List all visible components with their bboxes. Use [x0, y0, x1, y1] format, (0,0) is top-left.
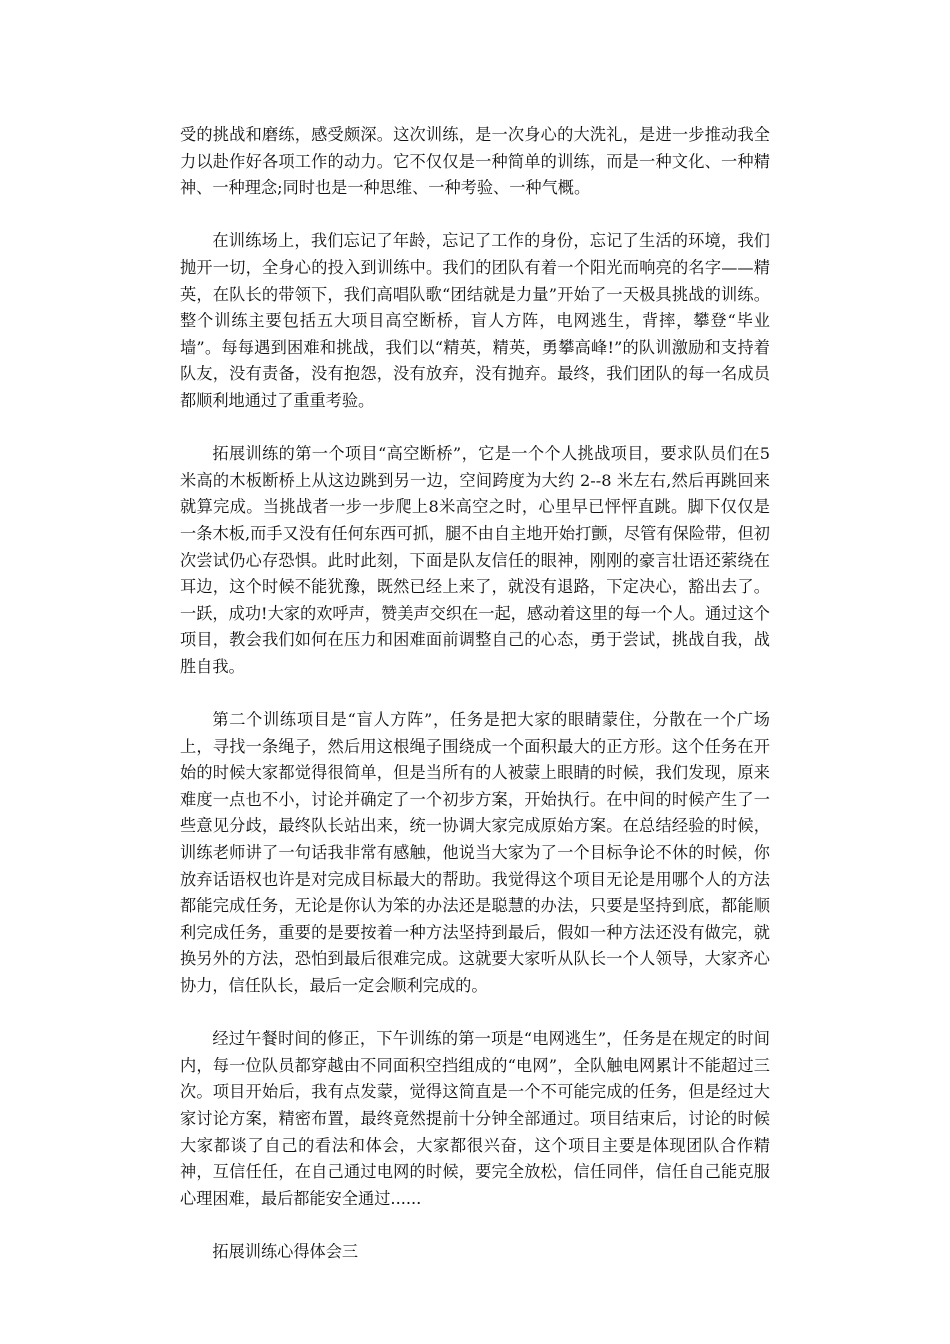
paragraph-high-bridge: 拓展训练的第一个项目“高空断桥”，它是一个个人挑战项目，要求队员们在5米高的木板断桥上从这边跳到另一边，空间跨度为大约 2--8 米左右,然后再跳回来就算完成。当挑战者一步一步爬上8米高空之时，心里早已怦怦直跳。脚下仅仅是一条木板,而手又没有任何东西可抓，腿不由自主地开始打颤，尽管有保险带，但初次尝试仍心存恐惧。此时此刻，下面是队友信任的眼神，刚刚的豪言壮语还萦绕在耳边，这个时候不能犹豫，既然已经上来了，就没有退路，下定决心，豁出去了。一跃，成功!大家的欢呼声，赞美声交织在一起，感动着这里的每一个人。通过这个项目，教会我们如何在压力和困难面前调整自己的心态，勇于尝试，挑战自我，战胜自我。: [180, 444, 770, 676]
paragraph-intro: 受的挑战和磨练，感受颇深。这次训练，是一次身心的大洗礼，是进一步推动我全力以赴作好各项工作的动力。它不仅仅是一种简单的训练，而是一种文化、一种精神、一种理念;同时也是一种思维、一种考验、一种气概。: [180, 125, 770, 198]
document-body: [180, 122, 770, 1292]
paragraph-training-field: 在训练场上，我们忘记了年龄，忘记了工作的身份，忘记了生活的环境，我们抛开一切，全身心的投入到训练中。我们的团队有着一个阳光而响亮的名字——精英，在队长的带领下，我们高唱队歌“团结就是力量”开始了一天极具挑战的训练。整个训练主要包括五大项目高空断桥，盲人方阵，电网逃生，背摔，攀登“毕业墙”。每每遇到困难和挑战，我们以“精英，精英，勇攀高峰!”的队训激励和支持着队友，没有责备，没有抱怨，没有放弃，没有抛弃。最终，我们团队的每一名成员都顺利地通过了重重考验。: [180, 231, 770, 410]
section-heading: 拓展训练心得体会三: [212, 1241, 359, 1261]
paragraph-electric-net: 经过午餐时间的修正，下午训练的第一项是“电网逃生”，任务是在规定的时间内，每一位队员都穿越由不同面积空挡组成的“电网”，全队触电网累计不能超过三次。项目开始后，我有点发蒙，觉得这简直是一个不可能完成的任务，但是经过大家讨论方案，精密布置，最终竟然提前十分钟全部通过。项目结束后，讨论的时候大家都谈了自己的看法和体会，大家都很兴奋，这个项目主要是体现团队合作精神，互信任任，在自己通过电网的时候，要完全放松，信任同伴，信任自己能克服心理困难，最后都能安全通过......: [180, 1029, 770, 1208]
paragraph-blind-square: 第二个训练项目是“盲人方阵”，任务是把大家的眼睛蒙住，分散在一个广场上，寻找一条绳子，然后用这根绳子围绕成一个面积最大的正方形。这个任务在开始的时候大家都觉得很简单，但是当所有的人被蒙上眼睛的时候，我们发现，原来难度一点也不小，讨论并确定了一个初步方案，开始执行。在中间的时候产生了一些意见分歧，最终队长站出来，统一协调大家完成原始方案。在总结经验的时候，训练老师讲了一句话我非常有感触，他说当大家为了一个目标争论不休的时候，你放弃话语权也许是对完成目标最大的帮助。我觉得这个项目无论是用哪个人的方法都能完成任务，无论是你认为笨的办法还是聪慧的办法，只要是坚持到底，都能顺利完成任务，重要的是要按着一种方法坚持到最后，假如一种方法还没有做完，就换另外的方法，恐怕到最后很难完成。这就要大家听从队长一个人领导，大家齐心协力，信任队长，最后一定会顺利完成的。: [180, 710, 770, 995]
